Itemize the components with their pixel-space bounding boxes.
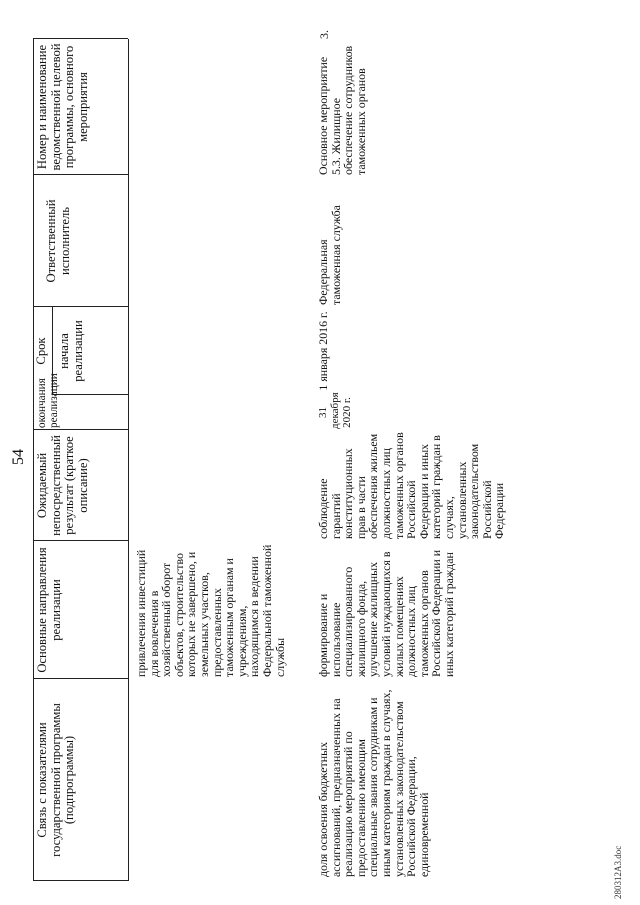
row-end: 31 декабря 2020 г. xyxy=(317,392,353,429)
table-left-border xyxy=(33,880,128,881)
row-result: соблюдение гарантий конституционных прав в части обеспечения жильем должностных лиц таможенных органов Российской Федерации и иных категорий граждан в случаях, установленных законодательством Российской Федерации xyxy=(316,432,507,539)
continuation-text: привлечения инвестиций для вовлечения в хозяйственный оборот объектов, строительство которых не завершено, и земельных участков, предоставленных таможенным органам и учреждениям, находящимся в ведении Федеральной таможенной службы xyxy=(134,544,287,677)
row-number: 3. xyxy=(317,30,331,39)
row-name: Основное мероприятие 5.3. Жилищное обеспечение сотрудников таможенных органов xyxy=(316,45,368,175)
header-term-start: начала реализации xyxy=(57,320,85,382)
col-divider-3 xyxy=(33,429,128,430)
header-term-group: Срок xyxy=(34,337,48,365)
header-deadline-reporting-indicators: Связь с показателями государственной программы (подпрограммы) xyxy=(35,703,76,857)
table-header-bottom-border xyxy=(128,39,129,881)
col-divider-5 xyxy=(33,174,128,175)
col-divider-1 xyxy=(33,678,128,679)
header-directions: Основные направления реализации xyxy=(35,547,63,673)
header-term-end: окончания реализации xyxy=(36,373,60,428)
row-indicators: доля освоения бюджетных ассигнований, предназначенных на реализацию мероприятий по предоставлению имеющим специальные звания сотрудникам и иным категориям граждан в случаях, установленных законодательством Российской Федерации, единовременной xyxy=(316,689,431,877)
header-expected-result: Ожидаемый непосредственный результат (краткое описание) xyxy=(35,435,90,536)
page-number: 54 xyxy=(10,449,27,465)
table-right-border xyxy=(33,38,128,39)
col-divider-2 xyxy=(33,540,128,541)
table-top-border xyxy=(33,39,34,881)
row-start: 1 января 2016 г. xyxy=(316,311,330,391)
col-divider-3a xyxy=(52,394,128,395)
row-executor: Федеральная таможенная служба xyxy=(316,205,343,305)
header-executor: Ответственный исполнитель xyxy=(44,199,72,283)
document-id: 280312A3.doc xyxy=(613,845,623,899)
header-program-name: Номер и наименование ведомственной целевой программы, основного мероприятия xyxy=(35,43,90,171)
row-directions: формирование и использование специализированного жилищного фонда, улучшение жилищных условий нуждающихся в жилых помещениях должностных лиц таможенных органов Российской Федерации и иных категорий граждан xyxy=(316,549,456,677)
